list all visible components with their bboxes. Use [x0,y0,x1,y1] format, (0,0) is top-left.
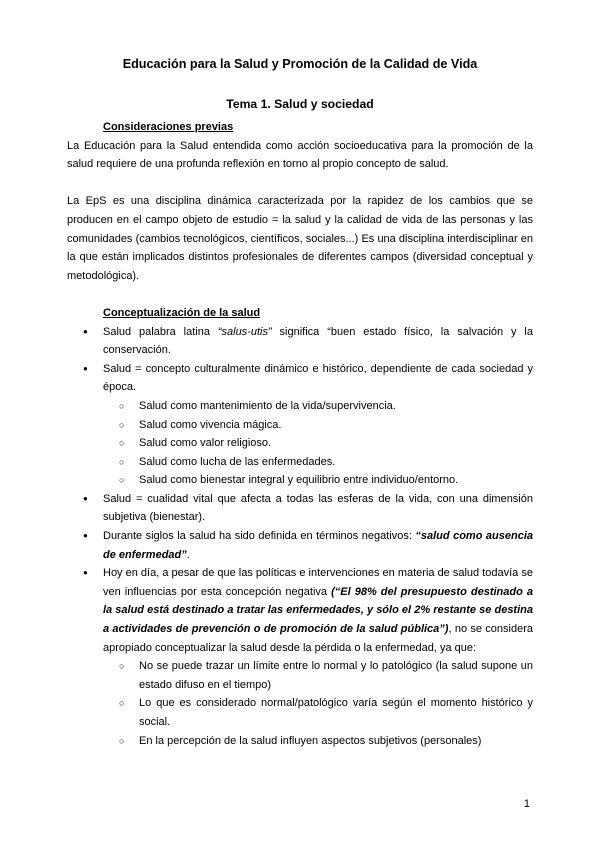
sub-list [103,657,533,750]
list-item: ● Salud = concepto culturalmente dinámico e histórico, dependiente de cada sociedad y época. ○ Salud como mantenimiento de la vida/supervivencia. ○ Salud como vivencia mágica. ○ Salud como valor religioso. ○ Salud como lucha de las enfermedades. ○ Salud como bienestar integral y equilibrio entre individuo/entorno. [103,360,533,490]
sub-list-item: ○ Salud como lucha de las enfermedades. [139,453,533,472]
paragraph-eps: La EpS es una disciplina dinámica caracterizada por la rapidez de los cambios que se producen en el campo objeto de estudio = la salud y la calidad de vida de las personas y las comunidades (cambios tecnológicos, científicos, sociales...) Es una disciplina interdisciplinar en la que están implicados distintos profesionales de diferentes campos (diversidad conceptual y metodológica). [67,195,533,282]
list-item: ● Hoy en día, a pesar de que las políticas e intervenciones en materia de salud todavía se ven influencias por esta concepción negativa (“El 98% del presupuesto destinado a la salud está destinado a tratar las enfermedades, y sólo el 2% restante se destina a actividades de prevención o de promoción de la salud pública”), no se considera apropiado conceptualizar la salud desde la pérdida o la enfermedad, ya que: ○ No se puede trazar un límite entre lo normal y lo patológico (la salud supone un estado difuso en el tiempo) ○ Lo que es considerado normal/patológico varía según el momento histórico y social. ○ En la percepción de la salud influyen aspectos subjetivos (personales) [103,564,533,750]
sub-list-item: ○ Salud como valor religioso. [139,434,533,453]
sub-list-item: ○ En la percepción de la salud influyen aspectos subjetivos (personales) [139,732,533,751]
bullet-list [67,323,533,751]
list-item: ● Salud = cualidad vital que afecta a todas las esferas de la vida, con una dimensión subjetiva (bienestar). [103,490,533,527]
section-heading-consideraciones: Consideraciones previas [103,121,234,133]
paragraph-intro: La Educación para la Salud entendida como acción socioeducativa para la promoción de la salud requiere de una profunda reflexión en torno al propio concepto de salud. [67,139,533,171]
document-title: Educación para la Salud y Promoción de la Calidad de Vida [122,57,478,71]
topic-title: Tema 1. Salud y sociedad [226,97,374,111]
list-item: ● Durante siglos la salud ha sido definida en términos negativos: “salud como ausencia de enfermedad”. [103,527,533,564]
sub-list-item: ○ Lo que es considerado normal/patológico varía según el momento histórico y social. [139,694,533,731]
sub-list-item: ○ No se puede trazar un límite entre lo normal y lo patológico (la salud supone un estado difuso en el tiempo) [139,657,533,694]
list-item: ● Salud palabra latina “salus-utis” significa “buen estado físico, la salvación y la conservación. [103,323,533,360]
section-heading-conceptualizacion: Conceptualización de la salud [103,306,261,319]
document-body [67,118,533,750]
page-number: 1 [523,798,530,810]
sub-list-item: ○ Salud como mantenimiento de la vida/supervivencia. [139,397,533,416]
sub-list-item: ○ Salud como bienestar integral y equilibrio entre individuo/entorno. [139,471,533,490]
sub-list-item: ○ Salud como vivencia mágica. [139,416,533,435]
sub-list [103,397,533,490]
